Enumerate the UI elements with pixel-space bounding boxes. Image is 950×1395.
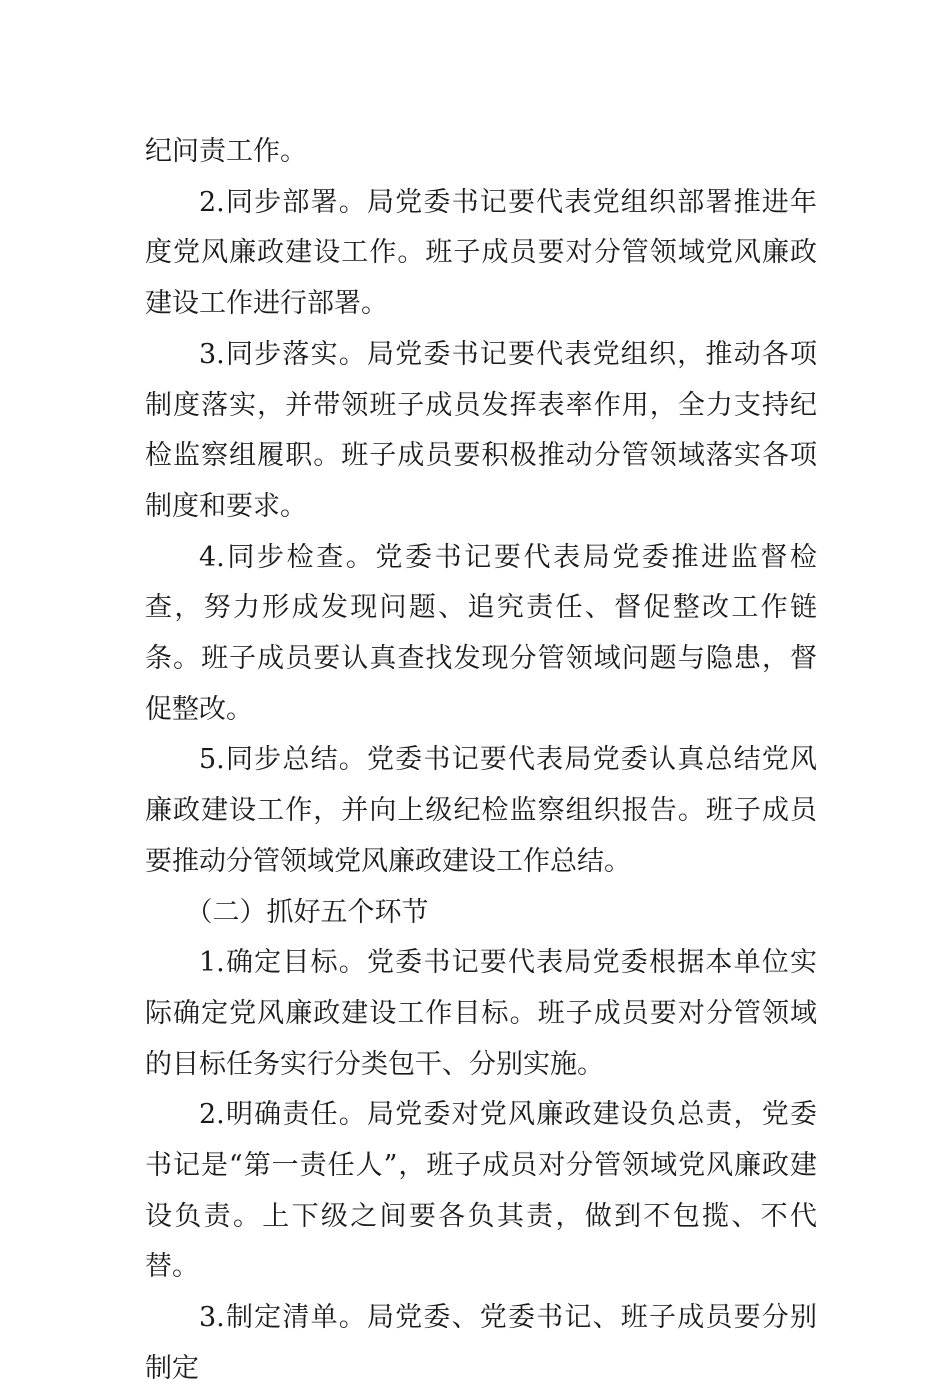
paragraph-sync-implement: 3.同步落实。局党委书记要代表党组织，推动各项制度落实，并带领班子成员发挥表率作用，全力支持纪检监察组履职。班子成员要积极推动分管领域落实各项制度和要求。 bbox=[145, 338, 817, 522]
paragraph-sync-inspect: 4.同步检查。党委书记要代表局党委推进监督检查，努力形成发现问题、追究责任、督促整改工作链条。班子成员要认真查找发现分管领域问题与隐患，督促整改。 bbox=[145, 541, 817, 725]
paragraph-set-goals: 1.确定目标。党委书记要代表局党委根据本单位实际确定党风廉政建设工作目标。班子成员要对分管领域的目标任务实行分类包干、分别实施。 bbox=[145, 947, 817, 1080]
paragraph-make-list: 3.制定清单。局党委、党委书记、班子成员要分别制定 bbox=[145, 1302, 817, 1384]
document-body bbox=[145, 127, 817, 1395]
paragraph-continuation: 纪问责工作。 bbox=[145, 136, 307, 167]
paragraph-sync-deploy: 2.同步部署。局党委书记要代表党组织部署推进年度党风廉政建设工作。班子成员要对分管领域党风廉政建设工作进行部署。 bbox=[145, 186, 817, 320]
section-heading: （二）抓好五个环节 bbox=[185, 896, 429, 928]
paragraph-sync-summarize: 5.同步总结。党委书记要代表局党委认真总结党风廉政建设工作，并向上级纪检监察组织报告。班子成员要推动分管领域党风廉政建设工作总结。 bbox=[145, 744, 817, 877]
paragraph-clarify-responsibility: 2.明确责任。局党委对党风廉政建设负总责，党委书记是“第一责任人”，班子成员对分管领域党风廉政建设负责。上下级之间要各负其责，做到不包揽、不代替。 bbox=[145, 1099, 817, 1283]
